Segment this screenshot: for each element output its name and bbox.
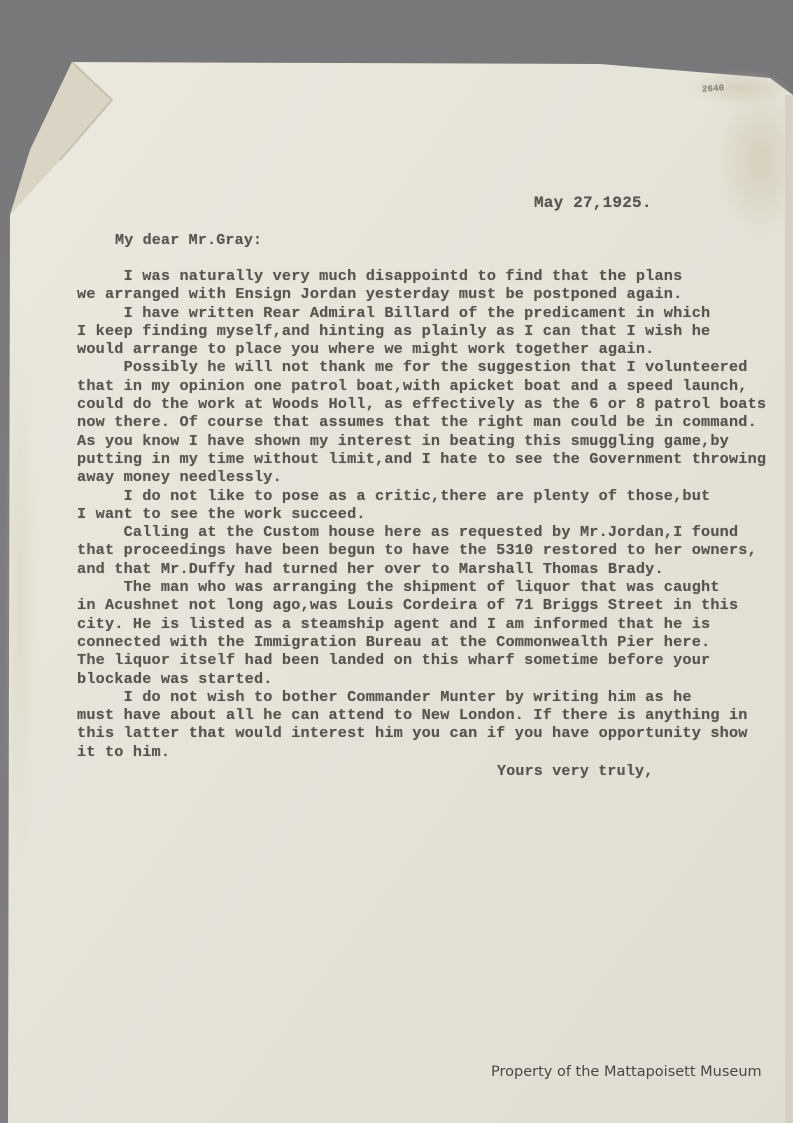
body-line: I was naturally very much disappointd to find that the plans bbox=[77, 267, 683, 285]
body-line: As you know I have shown my interest in beating this smuggling game,by bbox=[77, 431, 729, 450]
closing: Yours very truly, bbox=[497, 763, 654, 780]
body-line: that proceedings have been begun to have the 5310 restored to her owners, bbox=[77, 541, 757, 560]
corner-file-number: 2640 bbox=[701, 83, 725, 95]
letter-body bbox=[77, 267, 766, 761]
body-line: would arrange to place you where we might work together again. bbox=[77, 340, 655, 359]
body-line: we arranged with Ensign Jordan yesterday must be postponed again. bbox=[77, 285, 683, 304]
body-line: now there. Of course that assumes that the right man could be in command. bbox=[77, 413, 757, 432]
body-line: it to him. bbox=[77, 742, 171, 761]
body-line: I do not wish to bother Commander Munter by writing him as he bbox=[77, 687, 692, 706]
body-line: city. He is listed as a steamship agent and I am informed that he is bbox=[77, 614, 711, 633]
body-line: and that Mr.Duffy had turned her over to Marshall Thomas Brady. bbox=[77, 559, 664, 578]
body-line: must have about all he can attend to New London. If there is anything in bbox=[77, 706, 748, 725]
body-line: I have written Rear Admiral Billard of the predicament in which bbox=[77, 303, 711, 322]
body-line: connected with the Immigration Bureau at the Commonwealth Pier here. bbox=[77, 632, 711, 651]
body-line: I keep finding myself,and hinting as plainly as I can that I wish he bbox=[77, 321, 711, 340]
body-line: The man who was arranging the shipment of liquor that was caught bbox=[77, 578, 720, 597]
body-line: blockade was started. bbox=[77, 669, 273, 688]
body-line: could do the work at Woods Holl, as effectively as the 6 or 8 patrol boats bbox=[77, 395, 767, 414]
museum-watermark: Property of the Mattapoisett Museum bbox=[491, 1064, 762, 1080]
body-line: in Acushnet not long ago,was Louis Cordeira of 71 Briggs Street in this bbox=[77, 596, 739, 615]
body-line: that in my opinion one patrol boat,with apicket boat and a speed launch, bbox=[77, 376, 748, 395]
body-line: The liquor itself had been landed on this wharf sometime before your bbox=[77, 651, 711, 670]
letter-date: May 27,1925. bbox=[534, 194, 652, 212]
body-line: Possibly he will not thank me for the suggestion that I volunteered bbox=[77, 358, 748, 377]
body-line: I do not like to pose as a critic,there are plenty of those,but bbox=[77, 486, 711, 505]
body-line: Calling at the Custom house here as requested by Mr.Jordan,I found bbox=[77, 523, 739, 542]
salutation: My dear Mr.Gray: bbox=[115, 232, 263, 249]
body-line: putting in my time without limit,and I hate to see the Government throwing bbox=[77, 449, 767, 468]
body-line: I want to see the work succeed. bbox=[77, 504, 366, 523]
body-line: this latter that would interest him you can if you have opportunity show bbox=[77, 724, 748, 743]
body-line: away money needlessly. bbox=[77, 468, 282, 487]
